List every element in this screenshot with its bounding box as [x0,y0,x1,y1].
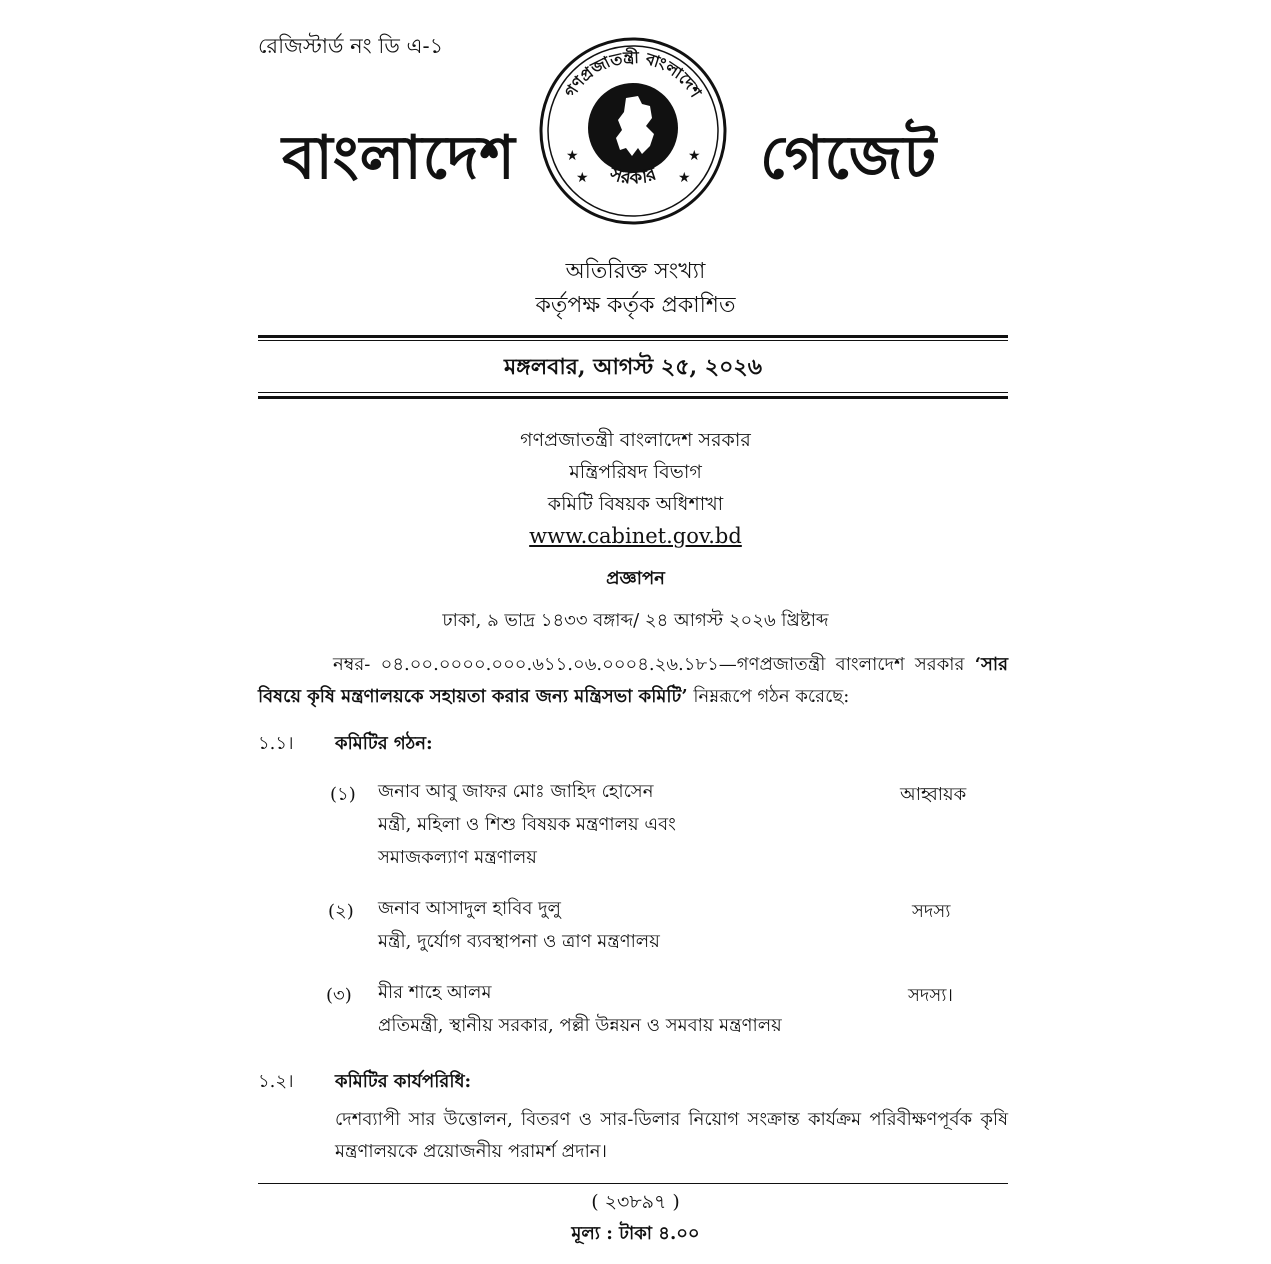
notice-heading: প্রজ্ঞাপন [606,568,665,589]
notice-place-date: ঢাকা, ৯ ভাদ্র ১৪৩৩ বঙ্গাব্দ/ ২৪ আগস্ট ২০২৬ খ্রিষ্টাব্দ [442,610,829,631]
header-rule-top-thin [258,340,1008,341]
member-1 [378,775,676,874]
member-2-name: জনাব আসাদুল হাবিব দুলু [378,898,561,919]
seal-bottom-text: সরকার [607,163,659,189]
extra-issue-label: অতিরিক্ত সংখ্যা [565,259,706,284]
member-3-name: মীর শাহে আলম [378,982,492,1003]
member-1-name: জনাব আবু জাফর মোঃ জাহিদ হোসেন [378,781,654,802]
issuer-block [0,424,1271,552]
gazette-price: মূল্য : টাকা ৪.০০ [571,1223,700,1244]
header-rule-top [258,335,1008,338]
header-rule-bottom-thin [258,392,1008,393]
notice-suffix: নিম্নরূপে গঠন করেছে: [687,686,850,707]
section-2-text: দেশব্যাপী সার উত্তোলন, বিতরণ ও সার-ডিলার নিয়োগ সংক্রান্ত কার্যক্রম পরিবীক্ষণপূর্বক কৃষি মন্ত্রণালয়কে প্রয়োজনীয় পরামর্শ প্রদান। [335,1109,1008,1162]
member-1-title: মন্ত্রী, মহিলা ও শিশু বিষয়ক মন্ত্রণালয় এবং [378,814,676,835]
notice-paragraph [258,649,1008,713]
svg-text:★: ★ [678,170,691,186]
member-3-title: প্রতিমন্ত্রী, স্থানীয় সরকার, পল্লী উন্নয়ন ও সমবায় মন্ত্রণালয় [378,1015,782,1036]
member-2-role: সদস্য [912,901,951,922]
member-2-number: (২) [328,901,354,922]
registration-number: রেজিস্টার্ড নং ডি এ-১ [258,34,444,58]
header-rule-bottom [258,396,1008,399]
issuer-branch: কমিটি বিষয়ক অধিশাখা [547,493,724,515]
member-2 [378,892,660,958]
svg-text:★: ★ [566,148,579,164]
member-1-role: আহ্বায়ক [900,784,967,805]
member-1-title-cont: সমাজকল্যাণ মন্ত্রণালয় [378,847,537,868]
gazette-title-left: বাংলাদেশ [282,123,516,193]
gazette-date: মঙ্গলবার, আগস্ট ২৫, ২০২৬ [503,354,763,380]
section-1-title: কমিটির গঠন: [335,733,433,754]
member-3 [378,976,782,1042]
section-1-number: ১.১। [258,733,294,754]
footer-rule [258,1183,1008,1184]
section-2-title: কমিটির কার্যপরিধি: [335,1071,472,1092]
member-2-title: মন্ত্রী, দুর্যোগ ব্যবস্থাপনা ও ত্রাণ মন্ত্রণালয় [378,931,660,952]
member-3-role: সদস্য। [908,985,953,1006]
gazette-title-right: গেজেট [760,123,938,193]
member-3-number: (৩) [326,985,352,1006]
issuer-government: গণপ্রজাতন্ত্রী বাংলাদেশ সরকার [520,429,751,451]
member-1-number: (১) [330,784,356,805]
svg-text:★: ★ [576,170,589,186]
government-seal-icon [538,36,728,226]
seal-top-text: গণপ্রজাতন্ত্রী বাংলাদেশ [560,47,706,101]
svg-text:★: ★ [688,148,701,164]
issuer-website-link[interactable]: www.cabinet.gov.bd [529,524,742,548]
section-2-number: ১.২। [258,1071,294,1092]
issuer-division: মন্ত্রিপরিষদ বিভাগ [569,461,702,483]
committee-name: ‘সার বিষয়ে কৃষি মন্ত্রণালয়কে সহায়তা করার জন্য মন্ত্রিসভা কমিটি’ [258,654,1008,707]
issue-info [0,255,1271,323]
notice-number: নম্বর- ০৪.০০.০০০০.০০০.৬১১.০৬.০০০৪.২৬.১৮১—গণপ্রজাতন্ত্রী বাংলাদেশ সরকার [333,654,975,675]
published-by-label: কর্তৃপক্ষ কর্তৃক প্রকাশিত [535,293,736,318]
page-number: ( ২৩৮৯৭ ) [591,1191,680,1213]
